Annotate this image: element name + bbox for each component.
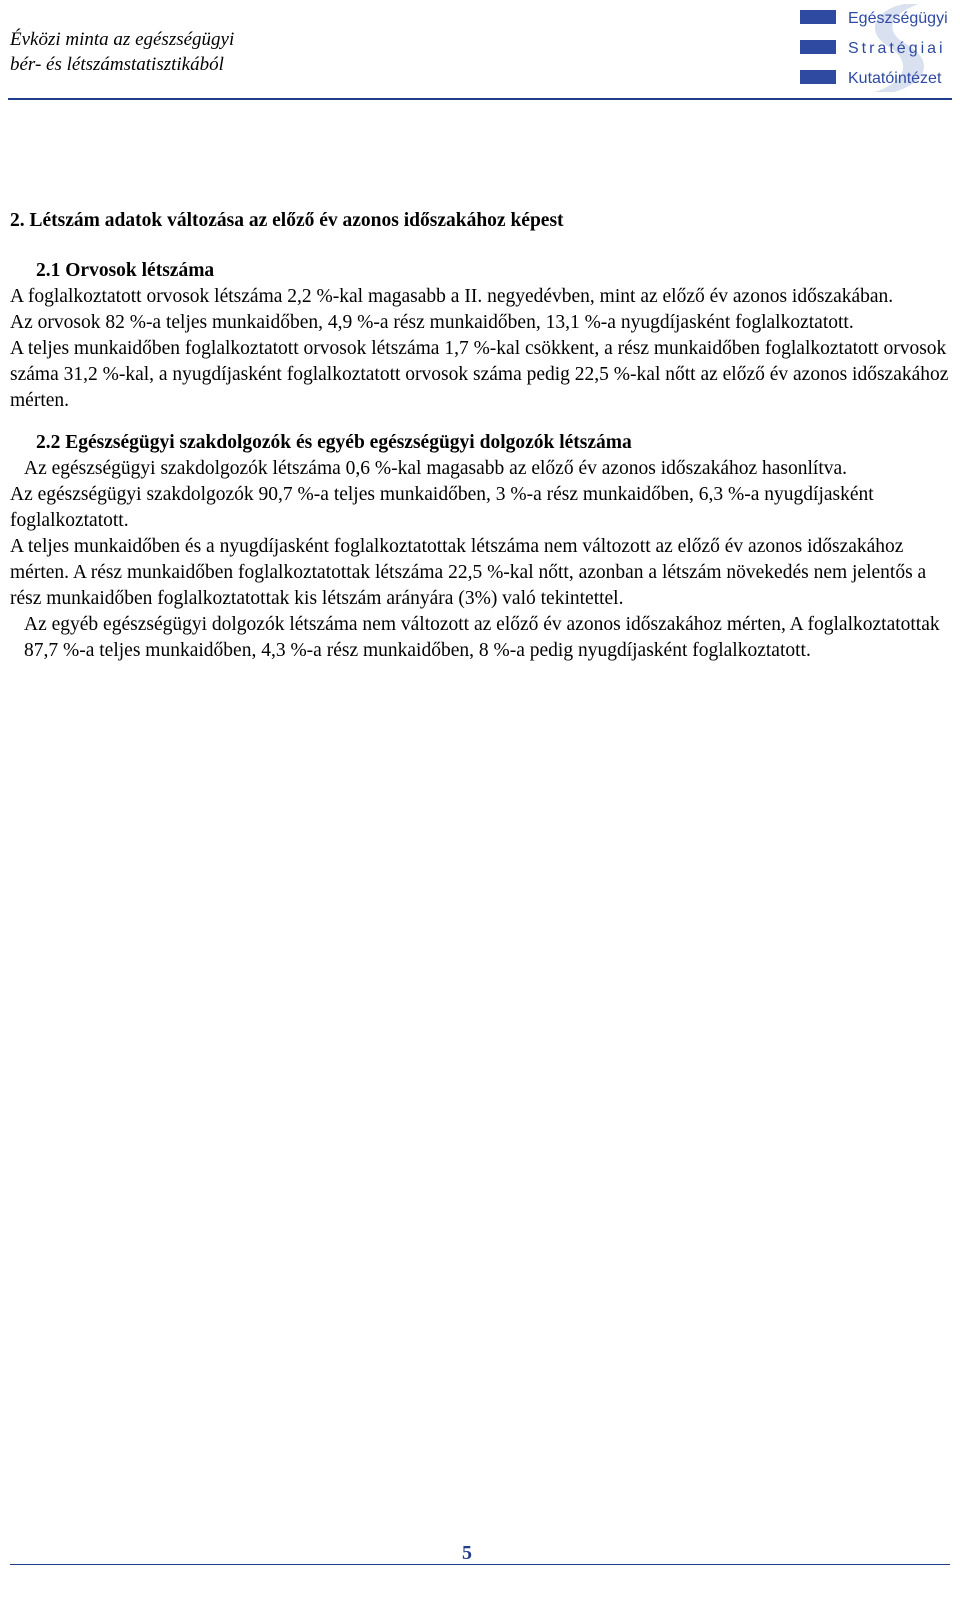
paragraph-health-workers-4: Az egyéb egészségügyi dolgozók létszáma nem változott az előző év azonos időszakához mérten, A foglalkoztatottak 87,7 %-a teljes munkaidőben, 4,3 %-a rész munkaidőben, 8 %-a pedig nyugdíjasként foglalkoztatott.	[24, 614, 940, 661]
logo-text-line3: Kutatóintézet	[848, 70, 942, 87]
document-title	[10, 27, 234, 77]
page-number: 5	[462, 1542, 472, 1564]
page-header	[0, 0, 960, 100]
page-content	[10, 208, 950, 664]
paragraph-health-workers-1: Az egészségügyi szakdolgozók létszáma 0,6 %-kal magasabb az előző év azonos időszakához hasonlítva.	[24, 458, 848, 479]
subsection-heading-health-workers: 2.2 Egészségügyi szakdolgozók és egyéb egészségügyi dolgozók létszáma	[36, 432, 632, 453]
paragraph-doctors-3: A teljes munkaidőben foglalkoztatott orvosok létszáma 1,7 %-kal csökkent, a rész munkaidőben foglalkoztatott orvosok száma 31,2 %-kal, a nyugdíjasként foglalkoztatott orvosok száma pedig 22,5 %-kal nőtt az előző év azonos időszakához mérten.	[10, 338, 949, 411]
paragraph-doctors-1: A foglalkoztatott orvosok létszáma 2,2 %-kal magasabb a II. negyedévben, mint az előző év azonos időszakában.	[10, 286, 894, 307]
logo-text-line2: Stratégiai	[848, 40, 946, 57]
document-title-line1: Évközi minta az egészségügyi	[10, 29, 235, 50]
document-title-line2: bér- és létszámstatisztikából	[10, 54, 224, 75]
subsection-heading-doctors: 2.1 Orvosok létszáma	[36, 260, 215, 281]
logo-text-line1: Egészségügyi	[848, 10, 948, 27]
paragraph-health-workers-2: Az egészségügyi szakdolgozók 90,7 %-a teljes munkaidőben, 3 %-a rész munkaidőben, 6,3 %-a nyugdíjasként foglalkoztatott.	[10, 484, 874, 531]
section-heading: 2. Létszám adatok változása az előző év azonos időszakához képest	[10, 210, 564, 231]
page-footer	[0, 1540, 960, 1580]
header-divider	[8, 98, 952, 100]
footer-divider	[10, 1564, 950, 1565]
institute-logo	[800, 4, 955, 94]
paragraph-doctors-2: Az orvosok 82 %-a teljes munkaidőben, 4,9 %-a rész munkaidőben, 13,1 %-a nyugdíjasként foglalkoztatott.	[10, 312, 854, 333]
paragraph-health-workers-3: A teljes munkaidőben és a nyugdíjasként foglalkoztatottak létszáma nem változott az előző év azonos időszakához mérten. A rész munkaidőben foglalkoztatottak létszáma 22,5 %-kal nőtt, azonban a létszám növekedés nem jelentős a rész munkaidőben foglalkoztatottak kis létszám arányára (3%) való tekintettel.	[10, 536, 927, 609]
